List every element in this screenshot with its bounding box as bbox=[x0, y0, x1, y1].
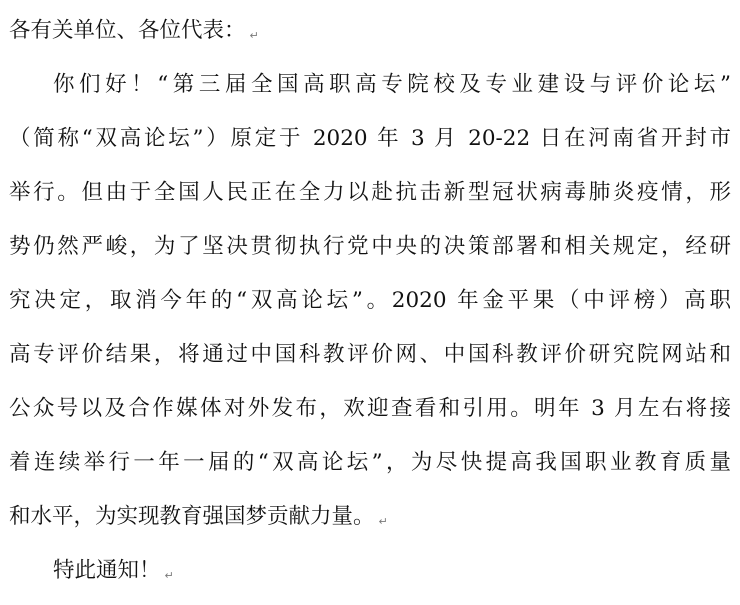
closing-text: 特此通知！ bbox=[53, 558, 161, 583]
paragraph-mark-icon: ↵ bbox=[164, 569, 174, 582]
paragraph-mark-icon: ↵ bbox=[249, 29, 259, 42]
body-line: （简称“双高论坛”）原定于 2020 年 3 月 20-22 日在河南省开封市 bbox=[9, 126, 731, 151]
salutation-line bbox=[9, 14, 731, 48]
body-line: 你们好！“第三届全国高职高专院校及专业建设与评价论坛” bbox=[53, 72, 731, 97]
body-line: 着连续举行一年一届的“双高论坛”，为尽快提高我国职业教育质量 bbox=[9, 450, 731, 475]
body-line: 举行。但由于全国人民正在全力以赴抗击新型冠状病毒肺炎疫情，形 bbox=[9, 180, 731, 205]
body-line: 究决定，取消今年的“双高论坛”。2020 年金平果（中评榜）高职 bbox=[9, 288, 731, 313]
body-line: 高专评价结果，将通过中国科教评价网、中国科教评价研究院网站和 bbox=[9, 342, 731, 367]
paragraph-mark-icon: ↵ bbox=[378, 515, 388, 528]
body-line: 和水平，为实现教育强国梦贡献力量。 bbox=[9, 504, 375, 529]
body-last-line bbox=[9, 500, 731, 534]
body-line: 势仍然严峻，为了坚决贯彻执行党中央的决策部署和相关规定，经研 bbox=[9, 234, 731, 259]
salutation: 各有关单位、各位代表： bbox=[9, 18, 246, 43]
body-line: 公众号以及合作媒体对外发布，欢迎查看和引用。明年 3 月左右将接 bbox=[9, 396, 731, 421]
closing-line bbox=[53, 554, 731, 588]
